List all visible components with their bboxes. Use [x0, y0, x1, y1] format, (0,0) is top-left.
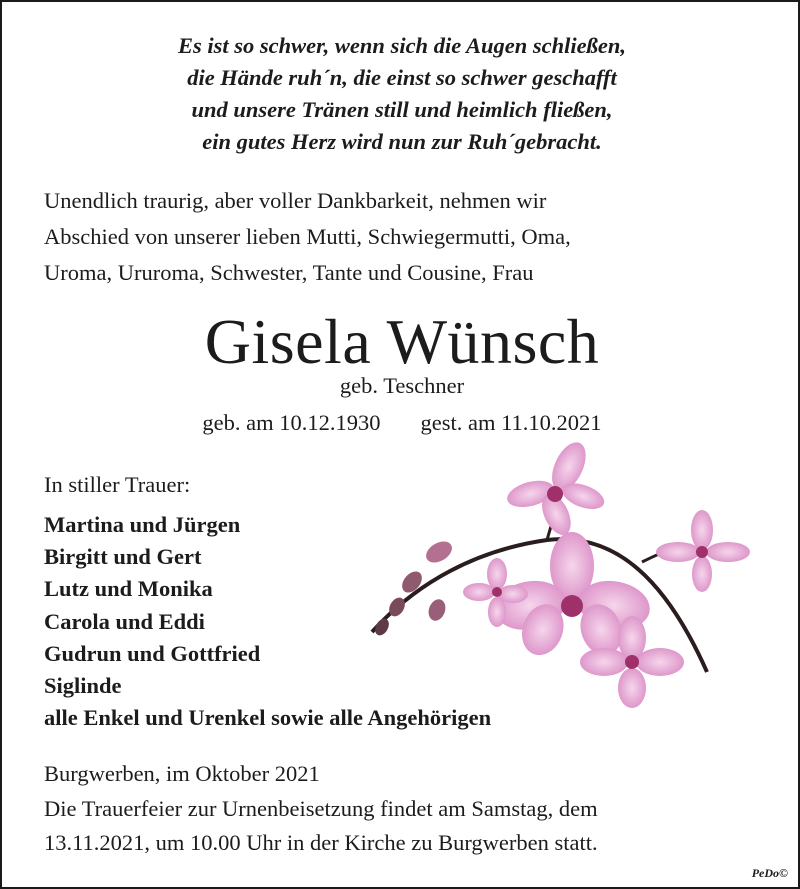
service-info: [44, 792, 764, 860]
poem-line: Es ist so schwer, wenn sich die Augen schließen,: [178, 33, 626, 58]
mourner-name: Siglinde: [44, 673, 122, 699]
mourner-name: Birgitt und Gert: [44, 544, 202, 570]
intro-line: Abschied von unserer lieben Mutti, Schwiegermutti, Oma,: [44, 224, 571, 249]
signature: PeDo©: [751, 866, 788, 880]
deceased-name: Gisela Wünsch: [204, 306, 600, 377]
death-date: gest. am 11.10.2021: [420, 410, 602, 435]
mourners-title: In stiller Trauer:: [44, 472, 191, 497]
poem: [2, 30, 800, 158]
poem-line: ein gutes Herz wird nun zur Ruh´gebracht.: [202, 129, 602, 154]
birth-date: geb. am 10.12.1930: [202, 410, 381, 435]
mourner-name: Lutz und Monika: [44, 576, 213, 602]
service-line: 13.11.2021, um 10.00 Uhr in der Kirche zu Burgwerben statt.: [44, 830, 598, 855]
poem-line: die Hände ruh´n, die einst so schwer geschafft: [187, 65, 617, 90]
mourner-name: alle Enkel und Urenkel sowie alle Angehörigen: [44, 705, 492, 731]
intro-line: Unendlich traurig, aber voller Dankbarkeit, nehmen wir: [44, 188, 547, 213]
mourner-name: Martina und Jürgen: [44, 512, 241, 537]
mourner-name: Carola und Eddi: [44, 608, 205, 634]
place-date: Burgwerben, im Oktober 2021: [44, 761, 320, 786]
intro-line: Uroma, Ururoma, Schwester, Tante und Cousine, Frau: [44, 260, 534, 285]
maiden-name: geb. Teschner: [339, 373, 465, 398]
mourners-list: [44, 509, 491, 734]
service-line: Die Trauerfeier zur Urnenbeisetzung findet am Samstag, dem: [44, 796, 598, 821]
mourner-name: Gudrun und Gottfried: [44, 640, 261, 666]
intro-text: [44, 183, 764, 291]
poem-line: und unsere Tränen still und heimlich fließen,: [191, 97, 613, 122]
